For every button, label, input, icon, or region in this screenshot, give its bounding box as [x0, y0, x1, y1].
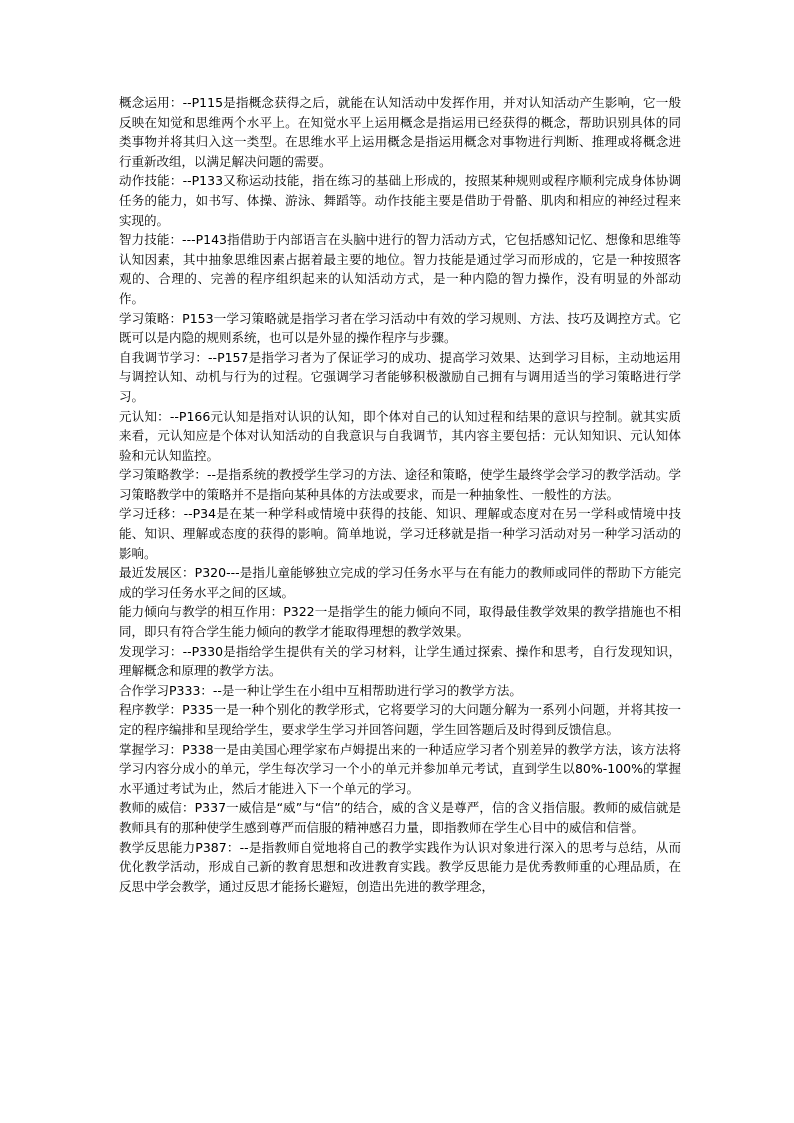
entry-self-regulated-learning: 自我调节学习：--P157是指学习者为了保证学习的成功、提高学习效果、达到学习目标，主动地运用与调控认知、动机与行为的过程。它强调学习者能够积极激励自己拥有与调用适当的学习策略进行学习。 — [119, 349, 681, 404]
entry-mastery-learning: 掌握学习：P338一是由美国心理学家布卢姆提出来的一种适应学习者个别差异的教学方法，该方法将学习内容分成小的单元，学生每次学习一个小的单元并参加单元考试，直到学生以80%-100%的掌握水平通过考试为止，然后才能进入下一个单元的学习。 — [119, 741, 681, 796]
entry-programmed-instruction: 程序教学：P335一是一种个别化的教学形式，它将要学习的大问题分解为一系列小问题，并将其按一定的程序编排和呈现给学生，要求学生学习并回答问题，学生回答题后及时得到反馈信息。 — [119, 702, 681, 737]
entry-concept-application: 概念运用：--P115是指概念获得之后，就能在认知活动中发挥作用，并对认知活动产生影响，它一般反映在知觉和思维两个水平上。在知觉水平上运用概念是指运用已经获得的概念，帮助识别具体的同类事物并将其归入这一类型。在思维水平上运用概念是指运用概念对事物进行判断、推理或将概念进行重新改组，以满足解决问题的需要。 — [119, 95, 681, 169]
entry-teacher-prestige: 教师的威信：P337一威信是“威”与“信”的结合，威的含义是尊严，信的含义指信服。教师的威信就是教师具有的那种使学生感到尊严而信服的精神感召力量，即指教师在学生心目中的威信和信誉。 — [119, 800, 681, 835]
entry-teaching-reflection: 教学反思能力P387：--是指教师自觉地将自己的教学实践作为认识对象进行深入的思考与总结，从而优化教学活动，形成自己新的教育思想和改进教育实践。教学反思能力是优秀教师重的心理品质，在反思中学会教学，通过反思才能扬长避短，创造出先进的教学理念， — [119, 839, 681, 894]
entry-motor-skill: 动作技能：--P133又称运动技能，指在练习的基础上形成的，按照某种规则或程序顺利完成身体协调任务的能力，如书写、体操、游泳、舞蹈等。动作技能主要是借助于骨骼、肌肉和相应的神经过程来实现的。 — [119, 173, 681, 228]
entry-learning-strategy: 学习策略：P153一学习策略就是指学习者在学习活动中有效的学习规则、方法、技巧及调控方式。它既可以是内隐的规则系统，也可以是外显的操作程序与步骤。 — [119, 310, 681, 346]
entry-metacognition: 元认知：--P166元认知是指对认识的认知，即个体对自己的认知过程和结果的意识与控制。就其实质来看，元认知应是个体对认知活动的自我意识与自我调节，其内容主要包括：元认知知识、元认知体验和元认知监控。 — [119, 408, 681, 463]
entry-zone-of-proximal-development: 最近发展区：P320---是指儿童能够独立完成的学习任务水平与在有能力的教师或同伴的帮助下方能完成的学习任务水平之间的区域。 — [119, 565, 681, 600]
glossary-body — [119, 93, 681, 896]
entry-intellectual-skill: 智力技能：---P143指借助于内部语言在头脑中进行的智力活动方式，它包括感知记忆、想像和思维等认知因素，其中抽象思维因素占据着最主要的地位。智力技能是通过学习而形成的，它是一种按照客观的、合理的、完善的程序组织起来的认知活动方式，是一种内隐的智力操作，没有明显的外部动作。 — [119, 232, 681, 306]
entry-aptitude-treatment-interaction: 能力倾向与教学的相互作用：P322一是指学生的能力倾向不同，取得最佳教学效果的教学措施也不相同，即只有符合学生能力倾向的教学才能取得理想的教学效果。 — [119, 604, 681, 640]
entry-learning-transfer: 学习迁移：--P34是在某一种学科或情境中获得的技能、知识、理解或态度对在另一学科或情境中技能、知识、理解或态度的获得的影响。简单地说，学习迁移就是指一种学习活动对另一种学习活动的影响。 — [119, 506, 681, 561]
entry-discovery-learning: 发现学习：--P330是指给学生提供有关的学习材料，让学生通过探索、操作和思考，自行发现知识，理解概念和原理的教学方法。 — [119, 643, 681, 679]
entry-cooperative-learning: 合作学习P333：--是一种让学生在小组中互相帮助进行学习的教学方法。 — [119, 682, 522, 698]
entry-strategy-teaching: 学习策略教学：--是指系统的教授学生学习的方法、途径和策略，使学生最终学会学习的教学活动。学习策略教学中的策略并不是指向某种具体的方法或要求，而是一种抽象性、一般性的方法。 — [119, 467, 681, 502]
